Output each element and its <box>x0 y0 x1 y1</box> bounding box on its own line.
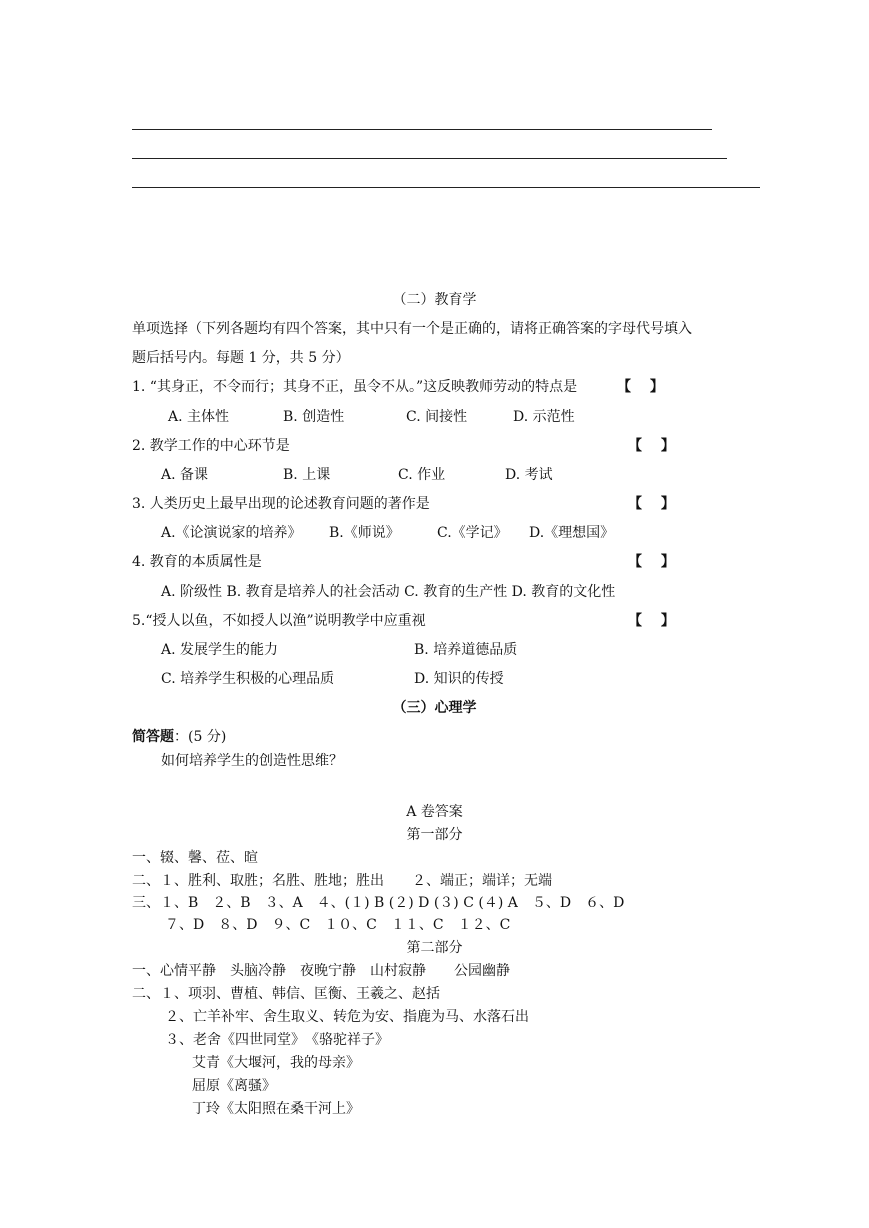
q2-option-d: D. 考试 <box>505 467 553 483</box>
part1-answer-1: 一、辍、馨、莅、暄 <box>132 850 258 866</box>
psychology-heading: （三）心理学 <box>392 700 477 716</box>
question-5-stem: 5.“授人以鱼，不如授人以渔”说明教学中应重视 <box>132 613 426 629</box>
part2-answer-2-2: ２、亡羊补牢、舍生取义、转危为安、指鹿为马、水落石出 <box>165 1009 529 1025</box>
q4-options: A. 阶级性 B. 教育是培养人的社会活动 C. 教育的生产性 D. 教育的文化性 <box>161 584 616 600</box>
instruction-line-2: 题后括号内。每题 1 分，共 5 分） <box>132 350 350 366</box>
education-heading: （二）教育学 <box>392 292 477 308</box>
q3-option-a: A.《论演说家的培养》 <box>161 525 302 541</box>
part2-answer-quyuan: 屈原《离骚》 <box>192 1078 276 1094</box>
q5-option-b: B. 培养道德品质 <box>414 642 518 658</box>
part1-answer-3-cont: ７、D ８、D ９、C １０、C １１、C １２、C <box>165 917 511 933</box>
q2-option-a: A. 备课 <box>161 467 209 483</box>
answer-line-3 <box>132 187 760 188</box>
short-answer-title: 简答题 <box>132 729 174 745</box>
part1-answer-3: 三、１、B ２、B ３、A ４、(１) B (２) D (３) C (４) A ５、D ６、D <box>132 895 625 911</box>
q5-option-d: D. 知识的传授 <box>414 671 504 687</box>
q1-option-a: A. 主体性 <box>168 409 230 425</box>
question-3-stem: 3. 人类历史上最早出现的论述教育问题的著作是 <box>132 496 430 512</box>
part2-answer-aiqing: 艾青《大堰河，我的母亲》 <box>192 1055 360 1071</box>
short-answer-score: ：(5 分) <box>174 729 227 745</box>
question-4-stem: 4. 教育的本质属性是 <box>132 554 262 570</box>
answer-bracket-2: 【 】 <box>628 438 675 454</box>
q5-option-a: A. 发展学生的能力 <box>161 642 279 658</box>
part2-answer-2-3: ３、老舍《四世同堂》 《骆驼祥子》 <box>165 1032 389 1048</box>
part2-answer-1: 一、心情平静 头脑冷静 夜晚宁静 山村寂静 公园幽静 <box>132 963 510 979</box>
answer-bracket-4: 【 】 <box>628 554 675 570</box>
q5-option-c: C. 培养学生积极的心理品质 <box>161 671 335 687</box>
q1-option-b: B. 创造性 <box>283 409 345 425</box>
part2-title: 第二部分 <box>406 940 463 956</box>
answer-bracket-5: 【 】 <box>628 613 675 629</box>
part1-title: 第一部分 <box>406 827 463 843</box>
part2-answer-2: 二、１、项羽、曹植、韩信、匡衡、王羲之、赵括 <box>132 986 440 1002</box>
question-1-stem: 1. “其身正，不令而行；其身不正，虽令不从。”这反映教师劳动的特点是 <box>132 379 578 395</box>
q2-option-b: B. 上课 <box>283 467 331 483</box>
q1-option-d: D. 示范性 <box>513 409 575 425</box>
answer-line-1 <box>132 129 712 130</box>
answers-title: A 卷答案 <box>406 804 463 820</box>
q3-option-c: C.《学记》 <box>437 525 508 541</box>
answer-line-2 <box>132 158 727 159</box>
part1-answer-2: 二、１、胜利、取胜；名胜、胜地；胜出 ２、端正；端详；无端 <box>132 873 552 889</box>
part2-answer-dingling: 丁玲《太阳照在桑干河上》 <box>192 1101 360 1117</box>
q3-option-b: B.《师说》 <box>329 525 400 541</box>
answer-bracket-3: 【 】 <box>628 496 675 512</box>
short-answer-label <box>132 726 226 746</box>
q1-option-c: C. 间接性 <box>406 409 468 425</box>
question-2-stem: 2. 教学工作的中心环节是 <box>132 438 290 454</box>
instruction-line-1: 单项选择（下列各题均有四个答案，其中只有一个是正确的，请将正确答案的字母代号填入 <box>132 321 692 337</box>
answer-bracket-1: 【 】 <box>617 379 664 395</box>
short-answer-question: 如何培养学生的创造性思维？ <box>161 753 343 769</box>
q3-option-d: D.《理想国》 <box>529 525 615 541</box>
q2-option-c: C. 作业 <box>398 467 446 483</box>
